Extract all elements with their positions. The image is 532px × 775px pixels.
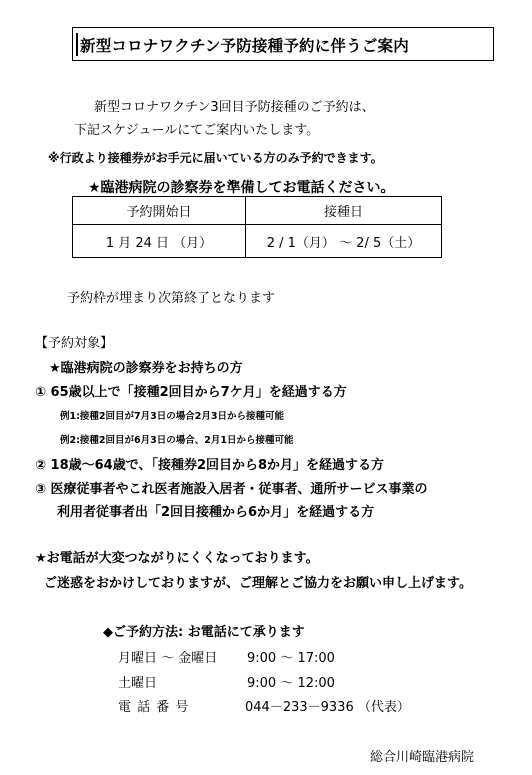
phone-number: 044－233－9336 （代表） [245, 700, 410, 715]
phone-notice-line-1: ★お電話が大変つながりにくくなっております。 [35, 551, 319, 566]
vaccination-date-range: 2 / 1（月） ～ 2/ 5（土） [246, 225, 442, 258]
target-item-3-line-2: 利用者従事者出「2回目接種から6か月」を経過する方 [57, 505, 375, 520]
intro-line-1: 新型コロナワクチン3回目予防接種のご予約は、 [94, 100, 375, 115]
header-reservation-start: 予約開始日 [73, 197, 246, 225]
intro-line-2: 下記スケジュールにてご案内いたします。 [74, 123, 320, 138]
reservation-method: ◆ご予約方法: お電話にて承ります [103, 625, 305, 640]
saturday-hours: 9:00 ～ 12:00 [247, 676, 335, 691]
schedule-table [72, 196, 442, 258]
target-item-1: ① 65歳以上で「接種2回目から7ケ月」を経過する方 [35, 385, 347, 400]
targets-heading: 【予約対象】 [35, 336, 114, 351]
header-vaccination-date: 接種日 [246, 197, 442, 225]
example-1: 例1:接種2回目が7月3日の場合2月3日から接種可能 [60, 411, 284, 422]
schedule-row [73, 225, 442, 258]
phone-notice-line-2: ご迷惑をおかけしておりますが、ご理解とご協力をお願い申し上げます。 [44, 576, 472, 591]
weekday-label: 月曜日 ～ 金曜日 [118, 651, 218, 666]
phone-label: 電 話 番 号 [118, 700, 190, 715]
card-holders: ★臨港病院の診察券をお持ちの方 [49, 361, 243, 376]
prepare-card-notice: ★臨港病院の診察券を準備してお電話ください。 [88, 180, 395, 196]
weekday-hours: 9:00 ～ 17:00 [247, 651, 335, 666]
example-2: 例2:接種2回目が6月3日の場合、2月1日から接種可能 [60, 435, 294, 446]
target-item-3-line-1: ③ 医療従事者やこれ医者施設入居者・従事者、通所サービス事業の [35, 482, 428, 497]
closing-note: 予約枠が埋まり次第終了となります [67, 291, 276, 306]
saturday-label: 土曜日 [118, 676, 158, 691]
eligibility-note: ※行政より接種券がお手元に届いている方のみ予約できます。 [48, 151, 383, 165]
title-box [72, 27, 494, 61]
schedule-header-row [73, 197, 442, 225]
page-title: 新型コロナワクチン予防接種予約に伴うご案内 [80, 37, 409, 55]
target-item-2: ② 18歳～64歳で、「接種券2回目から8か月」を経過する方 [35, 458, 385, 473]
reservation-start-date: 1 月 24 日 （月） [73, 225, 246, 258]
hospital-name: 総合川崎臨港病院 [370, 750, 475, 765]
